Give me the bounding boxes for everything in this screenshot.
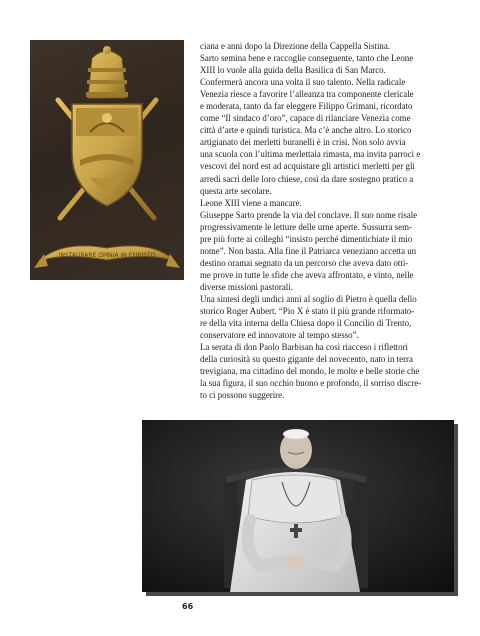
text-line: XIII lo vuole alla guida della Basilica di San Marco. [200,65,386,76]
text-line: vescovi del nord est ad acquistare gli artistici merletti per gli [200,161,415,172]
text-line: La serata di don Paolo Barbisan ha così riacceso i riflettori [200,342,408,353]
text-line: la sua figura, il suo occhio buono e profondo, il sorriso discre- [200,378,422,389]
pope-portrait-photo [142,420,454,592]
text-line: una scuola con l’ultima merlettaia rimasta, ma invita parroci e [200,149,421,160]
zucchetto-icon [283,429,309,439]
text-line: progressivamente le letture delle urne aperte. Sussurra sem- [200,221,412,232]
text-line: nome”. Non basta. Alla fine il Patriarca veneziano accetta un [200,245,417,256]
page-number: 66 [182,602,194,611]
text-line: destino oramai segnato da un percorso che aveva dato otti- [200,257,409,268]
motto-ribbon [34,246,180,268]
motto-text: INSTAURARE OMNIA IN CHRISTO [58,252,156,259]
coat-of-arms-illustration [30,40,184,280]
text-line: Giuseppe Sarto prende la via del conclave. Il suo nome risale [200,209,418,220]
text-line: come “Il sindaco d’oro”, capace di rilanciare Venezia come [200,113,411,124]
text-line: Leone XIII viene a mancare. [200,197,302,208]
coat-of-arms-photo [30,40,184,280]
text-line: pre più forte ai colleghi “insisto perché dimentichiate il mio [200,233,413,244]
text-line: Sarto semina bene e raccoglie conseguente, tanto che Leone [200,53,414,64]
text-line: trevigiana, ma cittadino del mondo, le molte e belle storie che [200,366,420,377]
article-body [200,40,462,401]
papal-tiara-icon [86,46,128,98]
text-line: conservatore ed innovatore al tempo stesso”. [200,330,359,341]
text-line: Confermerà ancora una volta il suo talento. Nella radicale [200,77,406,88]
text-line: artigianato dei merletti buranelli è in crisi. Non solo avvia [200,137,406,148]
text-line: questa arte secolare. [200,185,272,196]
text-line: to ci possono suggerire. [200,390,285,401]
pope-portrait-illustration [142,420,454,592]
text-line: Venezia riesce a favorire l’alleanza tra componente clericale [200,89,414,100]
text-line: re della vita interna della Chiesa dopo il Concilio di Trento, [200,318,412,329]
text-line: ciana e anni dopo la Direzione della Cappella Sistina. [200,41,391,51]
text-line: arredi sacri delle loro chiese, così da dare sostegno pratico a [200,173,414,184]
text-line: storico Roger Aubert. “Pio X è stato il più grande riformato- [200,306,415,317]
text-line: e moderata, tanto da far eleggere Filippo Grimani, ricordato [200,101,413,112]
text-line: Una sintesi degli undici anni al soglio di Pietro è quella dello [200,293,417,304]
text-line: me prove in tutte le sfide che aveva affrontato, e vinto, nelle [200,269,414,280]
text-line: diverse missioni pastorali. [200,281,293,292]
text-line: della curiosità su questo gigante del novecento, nato in terra [200,354,413,365]
head [280,429,312,469]
text-line: città d’arte e quindi turistica. Ma c’è anche altro. Lo storico [200,125,412,136]
